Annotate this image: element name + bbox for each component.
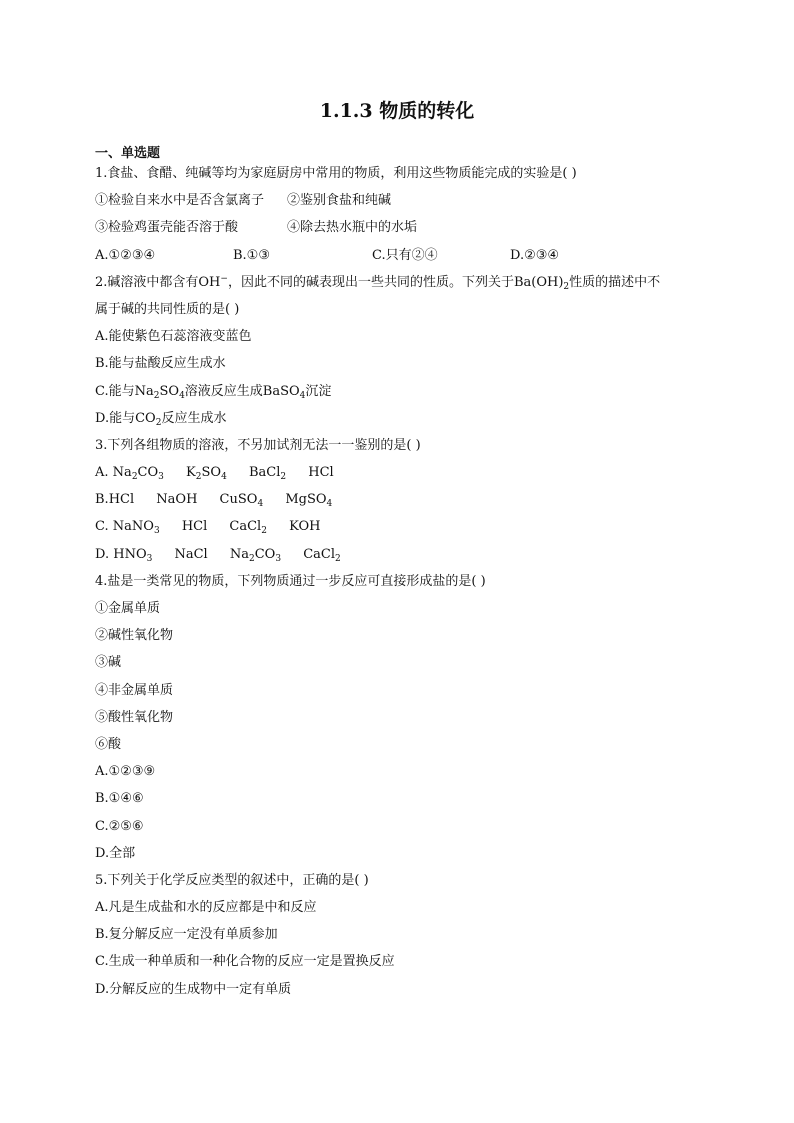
question-1-option-c: C.只有②④ — [372, 247, 438, 263]
question-3-stem: 3.下列各组物质的溶液，不另加试剂无法一一鉴别的是( ) — [95, 437, 421, 453]
question-1-item-3: ③检验鸡蛋壳能否溶于酸 — [95, 220, 239, 236]
question-4-option-c: C.②⑤⑥ — [95, 818, 144, 834]
question-3-option-a: A. $Na_2CO_3$ $K_2SO_4$ BaCl$_2$ HCl — [95, 459, 715, 486]
question-4-option-d: D.全部 — [95, 845, 136, 861]
question-4-item-3: ③碱 — [95, 655, 122, 671]
question-2-stem: 2.碱溶液中都含有OH−，因此不同的碱表现出一些共同的性质。下列关于$Ba(OH)_2$性质的描述中不 — [95, 273, 661, 292]
question-1-items-row-2 — [95, 214, 715, 241]
formula: BaCl$_2$ — [248, 465, 287, 483]
question-1-option-b: B.①③ — [233, 247, 270, 263]
question-4-item-5: ⑤酸性氧化物 — [95, 709, 174, 725]
question-4-stem: 4.盐是一类常见的物质，下列物质通过一步反应可直接形成盐的是( ) — [95, 573, 486, 589]
question-4-item-1: ①金属单质 — [95, 601, 161, 616]
question-5-option-c: C.生成一种单质和一种化合物的反应一定是置换反应 — [95, 954, 395, 970]
question-5-stem: 5.下列关于化学反应类型的叙述中，正确的是( ) — [95, 872, 369, 888]
formula: NaNO$_3$ — [112, 519, 160, 537]
question-2-option-d: D.能与$CO_2$反应生成水 — [95, 410, 227, 428]
formula: HCl — [308, 465, 334, 481]
formula: HCl — [181, 519, 208, 535]
question-1-item-4: ④除去热水瓶中的水垢 — [287, 220, 418, 236]
question-3-option-b: B.HCl NaOH CuSO$_4$ MgSO$_4$ — [95, 486, 715, 513]
question-1-item-1: ①检验自来水中是否含氯离子 — [95, 193, 265, 209]
formula: $Na_2CO_3$ — [229, 546, 282, 564]
question-1-item-2: ②鉴别食盐和纯碱 — [287, 193, 392, 209]
question-4-option-a: A.①②③⑨ — [95, 764, 156, 780]
question-4-item-2: ②碱性氧化物 — [95, 628, 174, 644]
question-2-option-b: B.能与盐酸反应生成水 — [95, 356, 226, 372]
question-4-item-4: ④非金属单质 — [95, 682, 174, 698]
formula: CaCl$_2$ — [229, 519, 267, 537]
formula: NaOH — [156, 492, 198, 508]
question-1-items-row-1 — [95, 187, 715, 214]
formula: KOH — [289, 519, 321, 535]
formula: CuSO$_4$ — [219, 492, 264, 510]
formula: HCl — [108, 492, 135, 508]
question-2-option-c: C.能与$Na_2SO_4$溶液反应生成BaSO$_4$沉淀 — [95, 383, 332, 401]
question-5-option-a: A.凡是生成盐和水的反应都是中和反应 — [95, 900, 317, 916]
question-1-options — [95, 242, 715, 269]
question-5-option-b: B.复分解反应一定没有单质参加 — [95, 927, 278, 943]
question-1-option-d: D.②③④ — [510, 247, 560, 263]
question-2-option-a: A.能使紫色石蕊溶液变蓝色 — [95, 329, 252, 345]
page-title: 1.1.3 物质的转化 — [319, 100, 475, 122]
question-list — [95, 160, 715, 1003]
formula: $Na_2CO_3$ — [112, 465, 164, 483]
question-4-item-6: ⑥酸 — [95, 736, 122, 752]
question-2-stem-continued: 属于碱的共同性质的是( ) — [95, 301, 240, 317]
formula: $HNO_3$ — [113, 546, 153, 564]
question-3-option-c: C. NaNO$_3$ HCl CaCl$_2$ KOH — [95, 513, 715, 540]
question-1-option-a: A.①②③④ — [95, 247, 156, 263]
formula: MgSO$_4$ — [285, 492, 333, 510]
formula: $K_2SO_4$ — [186, 465, 227, 483]
question-5-option-d: D.分解反应的生成物中一定有单质 — [95, 981, 292, 997]
question-3-option-d: D. $HNO_3$ NaCl $Na_2CO_3$ CaCl$_2$ — [95, 541, 715, 568]
section-heading: 一、单选题 — [95, 146, 161, 161]
formula: CaCl$_2$ — [303, 546, 341, 564]
question-1-stem: 1.食盐、食醋、纯碱等均为家庭厨房中常用的物质，利用这些物质能完成的实验是( ) — [95, 166, 577, 181]
question-4-option-b: B.①④⑥ — [95, 791, 144, 807]
formula: NaCl — [174, 546, 208, 562]
